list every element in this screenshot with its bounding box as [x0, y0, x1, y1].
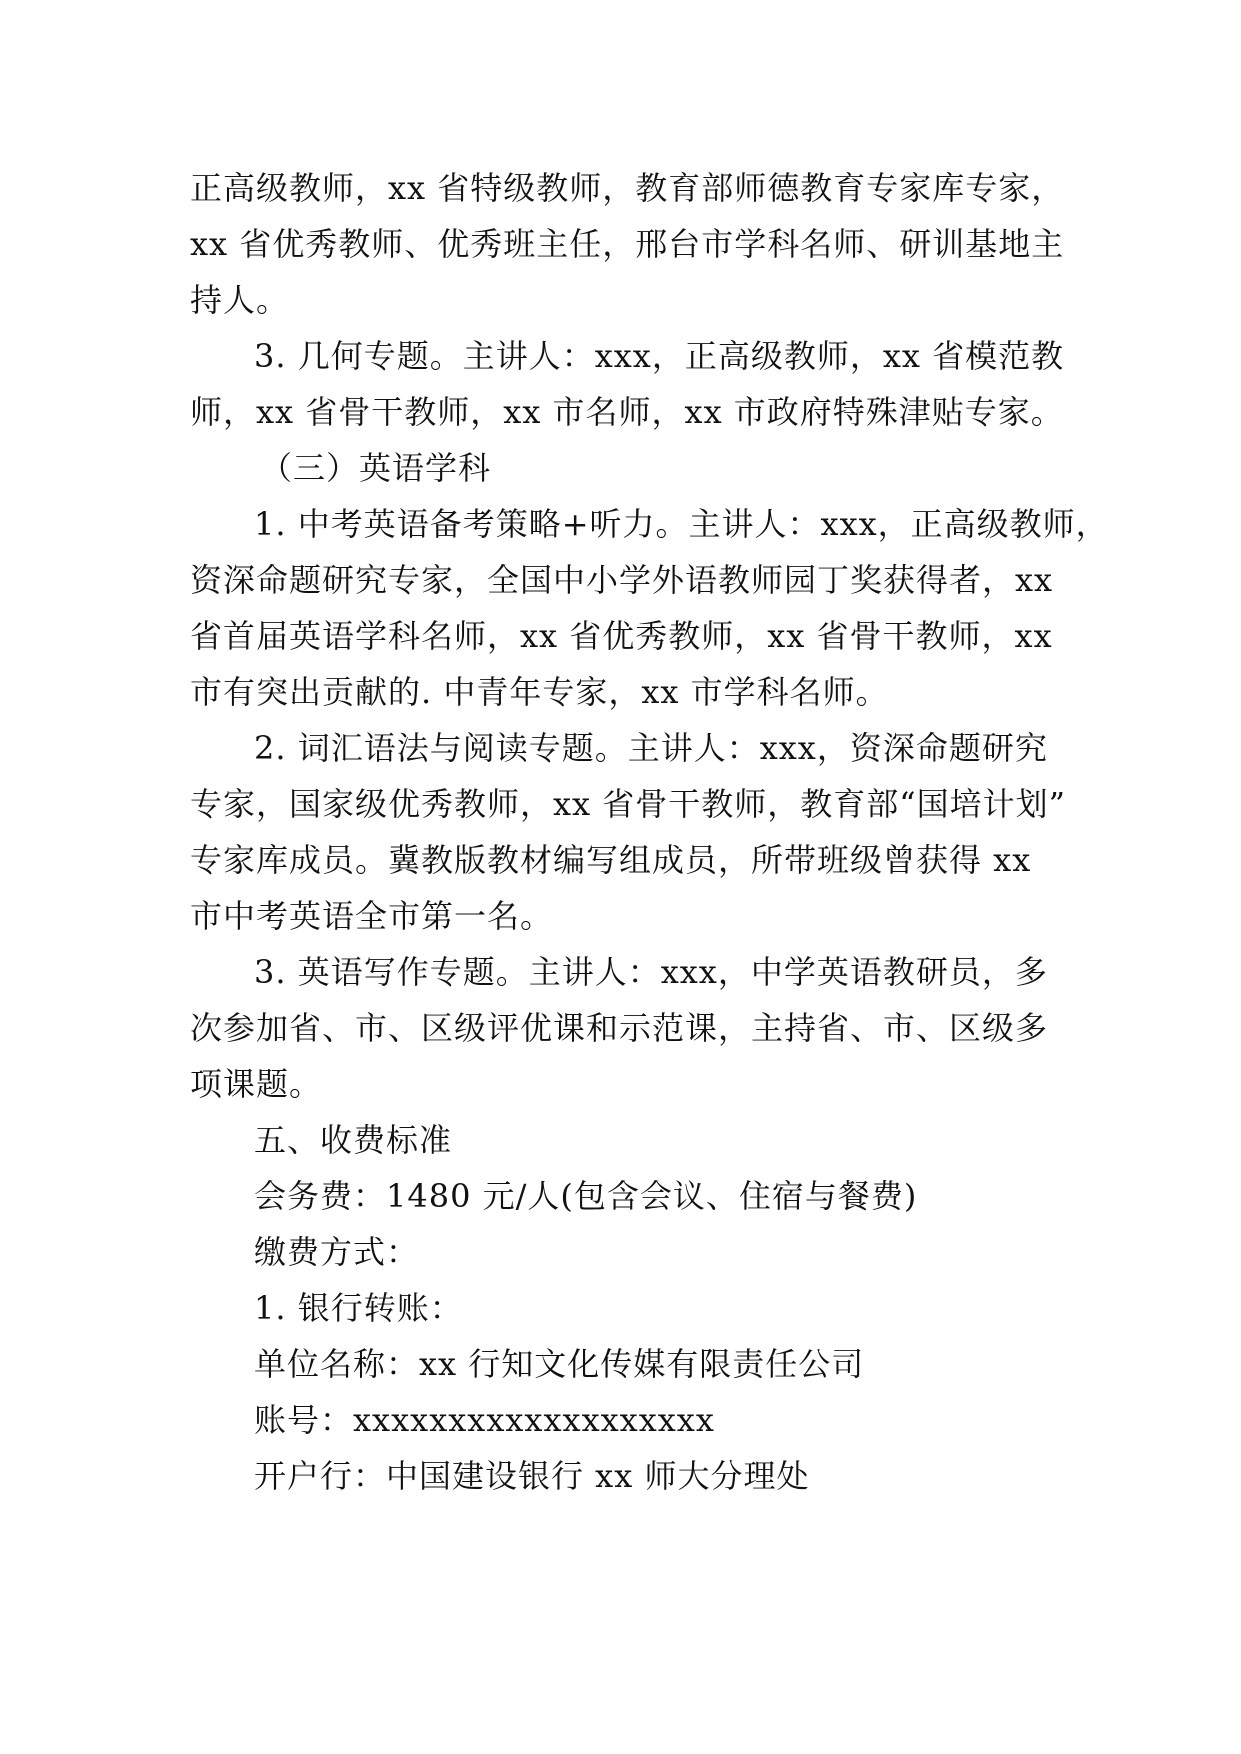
fee-amount: 会务费：1480 元/人(包含会议、住宿与餐费) — [254, 1177, 918, 1215]
payment-method-label: 缴费方式： — [254, 1233, 420, 1271]
text-line: xx 省优秀教师、优秀班主任，邢台市学科名师、研训基地主 — [190, 225, 1065, 263]
account-number: 账号：xxxxxxxxxxxxxxxxxxx — [254, 1401, 715, 1439]
list-item-english-exam-strategy: 1. 中考英语备考策略+听力。主讲人：xxx，正高级教师， — [254, 505, 1109, 543]
text-line: 次参加省、市、区级评优课和示范课，主持省、市、区级多 — [190, 1009, 1049, 1047]
section-heading-english: （三）英语学科 — [260, 449, 492, 487]
text-line: 专家库成员。冀教版教材编写组成员，所带班级曾获得 xx — [190, 841, 1032, 879]
text-line: 省首届英语学科名师，xx 省优秀教师，xx 省骨干教师，xx — [190, 617, 1053, 655]
company-name: 单位名称：xx 行知文化传媒有限责任公司 — [254, 1345, 865, 1383]
list-item-vocabulary-grammar: 2. 词汇语法与阅读专题。主讲人：xxx，资深命题研究 — [254, 729, 1048, 767]
text-line: 市有突出贡献的. 中青年专家，xx 市学科名师。 — [190, 673, 889, 711]
text-line: 市中考英语全市第一名。 — [190, 897, 554, 935]
section-heading-fees: 五、收费标准 — [254, 1121, 453, 1159]
text-line: 师，xx 省骨干教师，xx 市名师，xx 市政府特殊津贴专家。 — [190, 393, 1064, 431]
list-item-english-writing: 3. 英语写作专题。主讲人：xxx，中学英语教研员，多 — [254, 953, 1048, 991]
text-line: 正高级教师，xx 省特级教师，教育部师德教育专家库专家， — [190, 169, 1065, 207]
text-line: 项课题。 — [190, 1065, 323, 1103]
bank-branch: 开户行：中国建设银行 xx 师大分理处 — [254, 1457, 810, 1495]
bank-transfer-label: 1. 银行转账： — [254, 1289, 463, 1327]
list-item-geometry-topic: 3. 几何专题。主讲人：xxx，正高级教师，xx 省模范教 — [254, 337, 1065, 375]
text-line: 持人。 — [190, 281, 290, 319]
text-line: 资深命题研究专家，全国中小学外语教师园丁奖获得者，xx — [190, 561, 1054, 599]
text-line: 专家，国家级优秀教师，xx 省骨干教师，教育部“国培计划” — [190, 785, 1066, 823]
